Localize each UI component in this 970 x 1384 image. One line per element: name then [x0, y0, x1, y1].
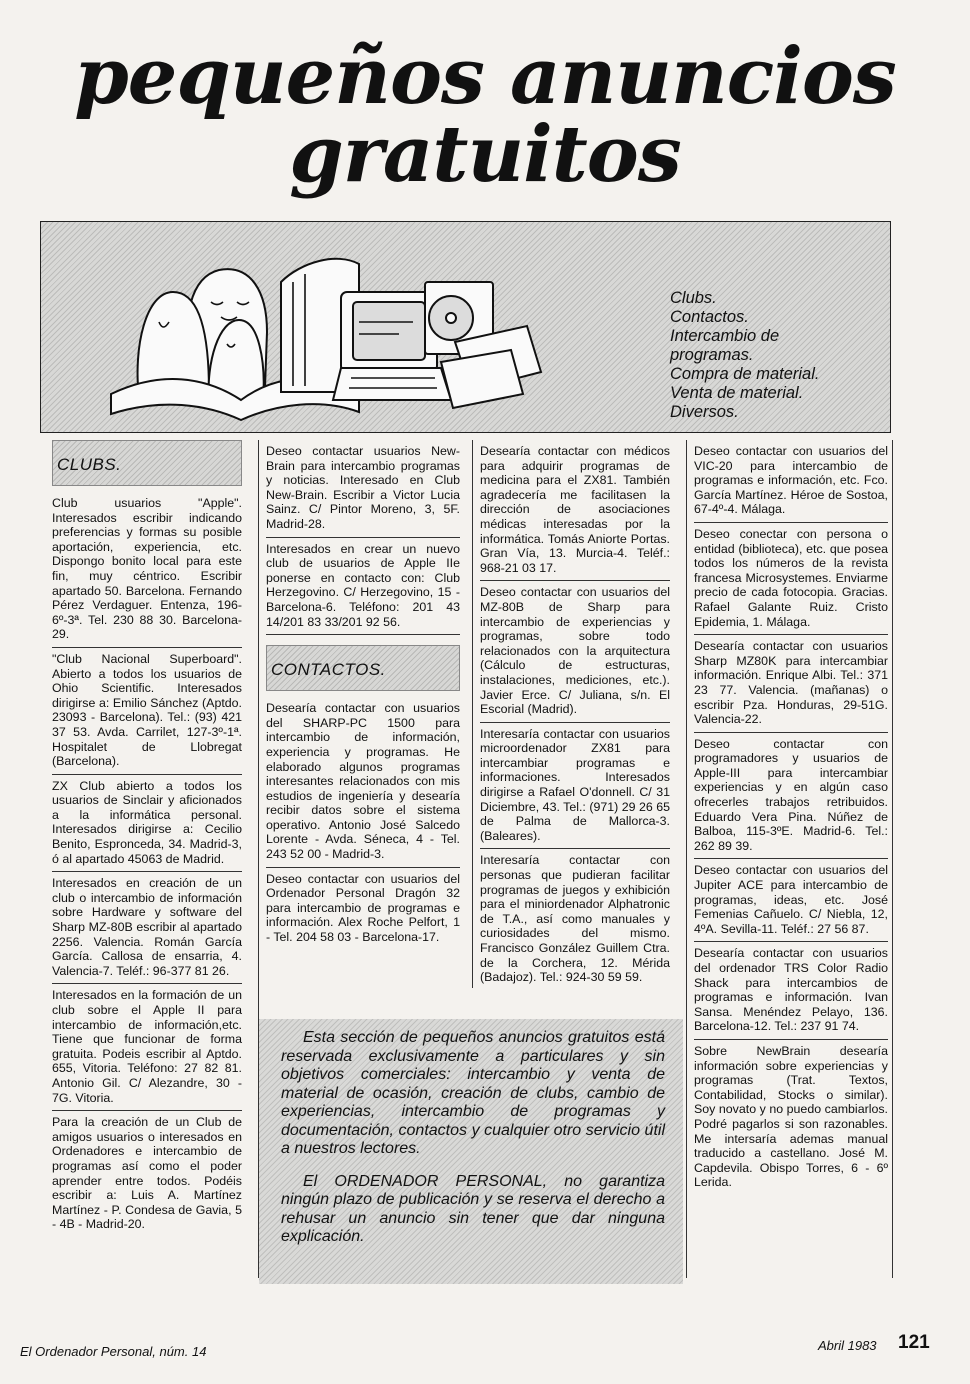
section-title: CLUBS.	[57, 455, 122, 474]
category-list	[670, 289, 885, 422]
category-item: Intercambio de	[670, 327, 780, 345]
section-title: CONTACTOS.	[271, 660, 386, 680]
classified-ad: Deseo contactar con programadores y usuarios de Apple-III para intercambiar experiencias y en algún caso ofrecerles trabajos retribuidos. Eduardo Vera Pina. Núñez de Balboa, 115-3ºE. Madrid-6. Tel.: 262 89 39.	[694, 733, 888, 860]
column-divider	[472, 440, 473, 988]
classified-ad: Desearía contactar con usuarios del ordenador TRS Color Radio Shack para intercambios de programas e información. Ivan Sansa. Menéndez Pelayo, 136. Barcelona-12. Tel.: 237 91 74.	[694, 942, 888, 1040]
column-4	[694, 440, 888, 1195]
classified-ad: Deseo conectar con persona o entidad (biblioteca), etc. que posea todos los números de la revista francesa Microsystemes. Enviarme precio de cada fotocopia. Gracias. Rafael Galante Ruiz. Cristo Epidemia, 1. Málaga.	[694, 523, 888, 635]
column-1	[52, 440, 242, 1237]
classified-ad: Sobre NewBrain desearía información sobre experiencias y programas (Trat. Textos, Contabilidad, Stocks o similar). Soy novato y no puedo cambiarlos. Podré pagarlos si son razonables. Me intersaría ademas manual traducido a castellano. José M. Capdevila. Obispo Torres, 6 - 6º Lerida.	[694, 1043, 888, 1190]
column-2	[266, 440, 460, 950]
classified-ad: Interesados en la formación de un club sobre el Apple II para intercambio de información,etc. Tiene que funcionar de forma gratuita. Podeis escribir al Aptdo. 655, Vitoria. Teléfono: 27 82 81. Antonio Gil. C/ Alezandre, 30 - 7G. Vitoria.	[52, 984, 242, 1111]
classified-ad: Interesaría contactar con usuarios microordenador ZX81 para intercambiar programas e informaciones. Interesados dirigirse a Rafael O'donnell. C/ 31 Diciembre, 43. Tel.: (971) 29 26 65 de Palma de Mallorca-3. (Baleares).	[480, 723, 670, 850]
category-item: Venta de material.	[670, 384, 804, 402]
classified-ad: Para la creación de un Club de amigos usuarios o interesados en Ordenadores e intercambio de programas así como el poder aprender entre todos. Podéis escribir a: Luis A. Martínez Martínez - P. Condesa de Gavia, 5 - 4B - Madrid-20.	[52, 1115, 242, 1232]
section-header-clubs	[52, 440, 242, 486]
column-divider	[892, 440, 893, 1278]
classified-ad: Desearía contactar con usuarios Sharp MZ80K para intercambiar información. Enrique Albi. Tel.: 371 23 77. Valencia. (mañanas) o escribir Pza. Honduras, 29-51G. Valencia-22.	[694, 635, 888, 733]
readers-with-computer-icon	[41, 222, 661, 430]
page-title-line-1: pequeños anuncios	[74, 31, 896, 122]
footer-magazine: El Ordenador Personal, núm. 14	[20, 1344, 207, 1359]
classified-ad: Interesados en crear un nuevo club de usuarios de Apple IIe ponerse en contacto con: Club Herzegovino. C/ Herzegovino, 15 - Barcelona-6. Teléfono: 201 43 14/201 83 33/201 92 56.	[266, 538, 460, 636]
classified-ad: Deseo contactar usuarios New-Brain para intercambio programas y noticias. Interesado en Club New-Brain. Escribir a Victor Lucia Sainz. C/ Pintor Moreno, 3, 5F. Madrid-28.	[266, 440, 460, 538]
notice-paragraph: Esta sección de pequeños anuncios gratuitos está reservada exclusivamente a particulares y sin objetivos comerciales: intercambio y venta de material de ocasión, creación de clubs, cambio de experiencias, intercambio de programas y documentación, contactos y cualquier otro servicio útil a nuestros lectores.	[281, 1029, 665, 1157]
category-item: Contactos.	[670, 308, 749, 326]
classified-ad: Deseo contactar con usuarios del Jupiter ACE para intercambio de programas, ideas, etc. José Femenias Cañuelo. C/ Niebla, 12, 4ºA. Sevilla-11. Teléf.: 27 56 87.	[694, 859, 888, 942]
classified-ad: ZX Club abierto a todos los usuarios de Sinclair y aficionados a la informática personal. Interesados dirigirse a: Cecilio Benito, Espronceda, 34. Madrid-3, ó al apartado 45063 de Madrid.	[52, 775, 242, 873]
column-3	[480, 440, 670, 990]
column-divider	[686, 440, 687, 1278]
page-title-line-2: gratuitos	[289, 109, 681, 200]
category-item: Compra de material.	[670, 365, 820, 383]
classified-ad: Deseo contactar con usuarios del MZ-80B de Sharp para intercambio de experiencias y programas, sobre todo relacionados con la arquitectura (Cálculo de estructuras, instalaciones, mediciones, etc.). Javier Erce. C/ Juliana, s/n. El Escorial (Madrid).	[480, 581, 670, 722]
classified-ad: Deseo contactar con usuarios del Ordenador Personal Dragón 32 para intercambio de programas e información. Alex Roche Pelfort, 1 - Tel. 204 58 03 - Barcelona-17.	[266, 871, 460, 945]
category-item: Clubs.	[670, 289, 717, 307]
classified-ad: "Club Nacional Superboard". Abierto a todos los usuarios de Ohio Scientific. Interesados dirigirse a: Emilio Sánchez (Aptdo. 23093 - Barcelona). Tel.: (93) 421 37 53. Avda. Carrilet, 127-3º-1ª. Hospitalet de Llobregat (Barcelona).	[52, 648, 242, 775]
footer-date: Abril 1983	[818, 1338, 877, 1353]
classified-ad: Desearía contactar con médicos para adquirir programas de medicina para el ZX81. También agradecería me facilitasen la dirección de asociaciones médicas interesadas por la informática. Tomás Aniorte Portas. Gran Vía, 13. Murcia-4. Teléf.: 968-21 03 17.	[480, 440, 670, 581]
classified-ad: Deseo contactar con usuarios del VIC-20 para intercambio de programas e información, etc. Fco. García Martínez. Héroe de Sostoa, 67-4º-4. Málaga.	[694, 440, 888, 523]
classified-ad: Interesados en creación de un club o intercambio de información sobre Hardware y software del Sharp MZ-80B escribir al apartado 2256. Valencia. Román García García. Callosa de ensarria, 4. Valencia-7. Teléf.: 96-377 81 26.	[52, 872, 242, 984]
notice-paragraph: El ORDENADOR PERSONAL, no garantiza ningún plazo de publicación y se reserva el derecho a rehusar un anuncio sin tener que dar ninguna explicación.	[281, 1172, 665, 1245]
classified-ad: Desearía contactar con usuarios del SHARP-PC 1500 para intercambio de información, experiencia y programas. He elaborado algunos programas interesantes relacionados con mis estudios de ingeniería y desearía recibir datos sobre el sistema operativo. Antonio José Salcedo Lorente - Avda. Séneca, 4 - Tel. 243 52 00 - Madrid-3.	[266, 697, 460, 868]
page-number: 121	[898, 1332, 930, 1353]
classified-ad: Interesaría contactar con personas que pudieran facilitar programas de juegos y exhibición para el miniordenador Alphatronic de T.A., así como manuales y curiosidades del mismo. Francisco González Guillem Ctra. de la Corchera, 12. Mérida (Badajoz). Tel.: 924-30 59 59.	[480, 853, 670, 985]
category-item: programas.	[670, 346, 754, 364]
notice-box	[259, 1019, 683, 1284]
classified-ad: Club usuarios "Apple". Interesados escribir indicando preferencias y formas su posible aportación, experiencia, etc. Dispongo bonito local para este fin, muy céntrico. Escribir apartado 50. Barcelona. Fernando Pérez Verdaguer. Entenza, 196-6º-3ª. Tel. 230 88 30. Barcelona-29.	[52, 492, 242, 648]
header-banner	[40, 221, 891, 433]
section-header-contactos	[266, 645, 460, 691]
category-item: Diversos.	[670, 403, 739, 421]
